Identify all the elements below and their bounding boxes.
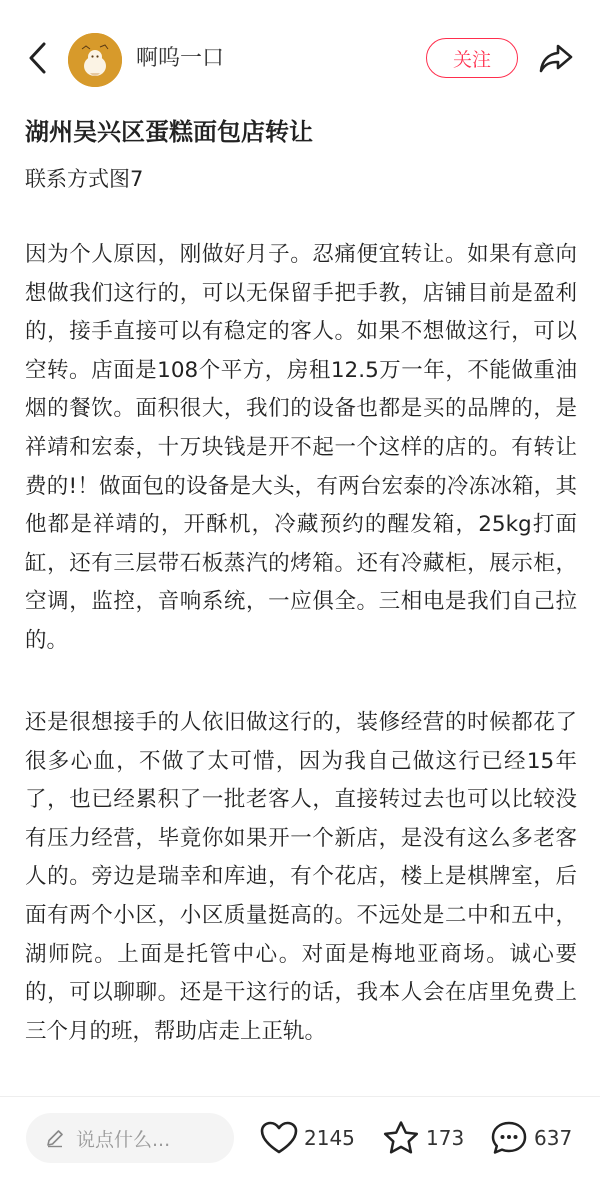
post-paragraph-2: 还是很想接手的人依旧做这行的，装修经营的时候都花了很多心血，不做了太可惜，因为我自己做这行已经15年了，也已经累积了一批老客人，直接转过去也可以比较没有压力经营，毕竟你如果开一个新店，是没有这么多老客人的。旁边是瑞幸和库迪，有个花店，楼上是棋牌室，后面有两个小区，小区质量挺高的。不远处是二中和五中，湖师院。上面是托管中心。对面是梅地亚商场。诚心要的，可以聊聊。还是干这行的话，我本人会在店里免费上三个月的班，帮助店走上正轨。 [25,710,577,1044]
post-title: 湖州吴兴区蛋糕面包店转让 [25,118,313,146]
like-count: 2145 [304,1126,355,1150]
post-header [0,0,600,120]
back-button[interactable] [20,38,54,78]
comment-count: 637 [534,1126,573,1150]
follow-button[interactable]: 关注 [426,38,518,78]
like-button[interactable] [260,1117,355,1159]
share-button[interactable] [536,38,576,78]
post-paragraph-1: 因为个人原因，刚做好月子。忍痛便宜转让。如果有意向想做我们这行的，可以无保留手把手教，店铺目前是盈利的，接手直接可以有稳定的客人。如果不想做这行，可以空转。店面是108个平方，房租12.5万一年，不能做重油烟的餐饮。面积很大，我们的设备也都是买的品牌的，是祥靖和宏泰，十万块钱是开不起一个这样的店的。有转让费的!！做面包的设备是大头，有两台宏泰的冷冻冰箱，其他都是祥靖的，开酥机，冷藏预约的醒发箱，25kg打面缸，还有三层带石板蒸汽的烤箱。还有冷藏柜，展示柜，空调，监控，音响系统，一应俱全。三相电是我们自己拉的。 [25,242,577,653]
avatar-icon [68,33,122,87]
post-subtitle: 联系方式图7 [25,167,144,191]
comment-bubble-icon [490,1120,528,1156]
comment-button[interactable] [490,1117,572,1159]
username[interactable]: 啊呜一口 [136,46,225,71]
avatar[interactable] [68,33,122,87]
favorite-count: 173 [426,1126,465,1150]
bottom-action-bar [0,1096,600,1187]
favorite-button[interactable] [382,1117,464,1159]
pencil-icon [44,1127,66,1149]
comment-placeholder: 说点什么... [76,1128,171,1151]
star-icon [382,1120,420,1156]
chevron-left-icon [26,41,48,75]
share-icon [538,42,574,74]
comment-input[interactable] [26,1113,234,1163]
heart-icon [260,1121,298,1155]
